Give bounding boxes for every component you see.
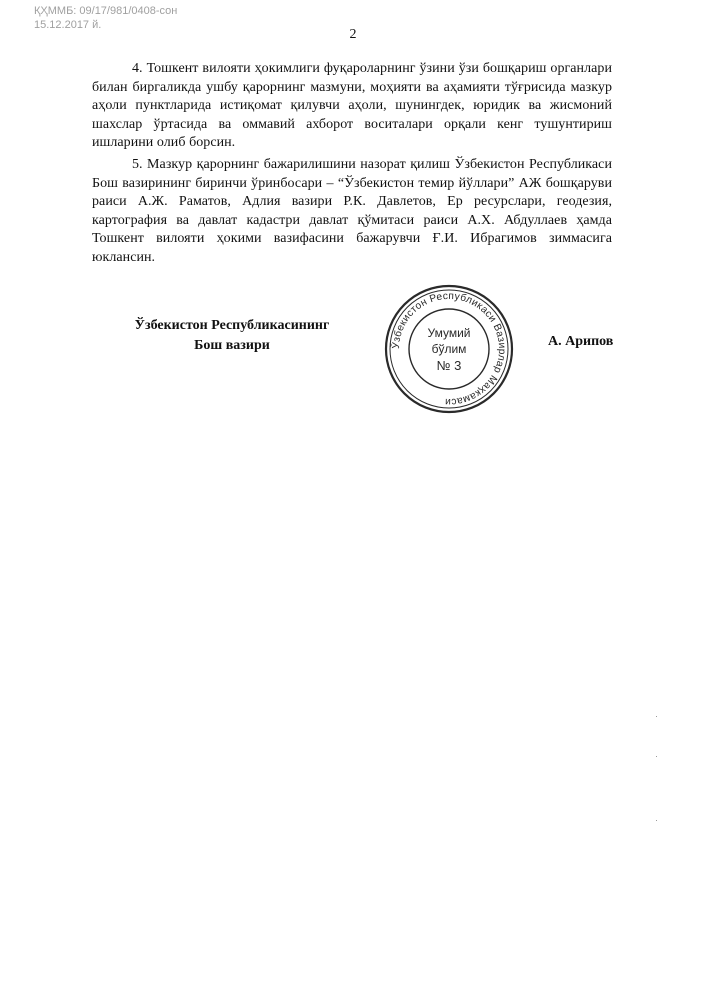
signer-title-line-1: Ўзбекистон Республикасининг — [134, 318, 330, 333]
registry-date: 15.12.2017 й. — [34, 19, 102, 31]
seal-center-line-3: № 3 — [436, 358, 462, 373]
scan-speck — [656, 820, 657, 821]
scan-speck — [656, 716, 657, 717]
seal-center-line-1: Умумий — [427, 326, 471, 340]
signer-title-line-2: Бош вазири — [194, 338, 270, 353]
page-number: 2 — [349, 27, 357, 42]
scan-speck — [656, 756, 657, 757]
seal-graphic — [383, 283, 515, 415]
seal-center-line-2: бўлим — [431, 342, 467, 356]
official-seal — [383, 283, 515, 415]
signer-name: А. Арипов — [548, 334, 614, 349]
seal-ring-text: Ўзбекистон Республикаси Вазирлар Маҳкамаси — [390, 290, 508, 408]
registry-number: ҚҲММБ: 09/17/981/0408-сон — [34, 5, 178, 17]
paragraph-5: 5. Мазкур қарорнинг бажарилишини назорат қилиш Ўзбекистон Республикаси Бош вазирининг биринчи ўринбосари – “Ўзбекистон темир йўллари” АЖ бошқаруви раиси А.Ж. Раматов, Адлия вазири Р.К. Давлетов, Ер ресурслари, геодезия, картография ва давлат кадастри давлат қўмитаси раиси А.Х. Абдуллаев ҳамда Тошкент вилояти ҳокими вазифасини бажарувчи Ғ.И. Ибрагимов зиммасига юклансин. — [92, 157, 612, 265]
signer-title — [112, 316, 352, 356]
paragraph-4: 4. Тошкент вилояти ҳокимлиги фуқароларнинг ўзини ўзи бошқариш органлари билан биргаликда ушбу қарорнинг мазмуни, моҳияти ва аҳамияти тўғрисида мазкур аҳоли пунктларида истиқомат қилувчи аҳоли, шунингдек, юридик ва жисмоний шахслар ўртасида ва оммавий ахборот воситалари орқали кенг тушунтириш ишларини олиб борсин. — [92, 61, 612, 151]
